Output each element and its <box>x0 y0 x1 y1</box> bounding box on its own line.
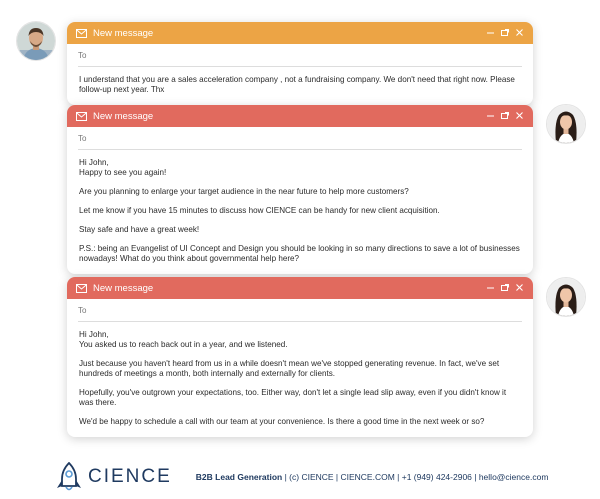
paragraph: Stay safe and have a great week! <box>79 225 200 234</box>
mail-icon <box>76 112 87 121</box>
popout-icon[interactable] <box>501 283 509 294</box>
footer <box>56 459 556 495</box>
window-title: New message <box>93 110 154 122</box>
paragraph: Let me know if you have 15 minutes to discuss how CIENCE can be handy for new client acquisition. <box>79 206 440 215</box>
window-titlebar[interactable] <box>67 277 533 299</box>
paragraph: You asked us to reach back out in a year, and we listened. <box>79 340 288 349</box>
paragraph: P.S.: being an Evangelist of UI Concept and Design you should be looking in so many directions to save a lot of businesses nowadays! What do you think about governmental help here? <box>79 244 520 263</box>
paragraph: Hi John, <box>79 330 109 339</box>
to-field[interactable] <box>78 127 522 150</box>
paragraph: I understand that you are a sales acceleration company , not a fundraising company. We don't need that right now. Please follow-up next year. Thx <box>79 75 515 94</box>
brand-logo-text: CIENCE <box>88 466 172 487</box>
to-label: To <box>78 50 87 60</box>
window-titlebar[interactable] <box>67 22 533 44</box>
paragraph: Are you planning to enlarge your target audience in the near future to help more customers? <box>79 187 409 196</box>
minimize-icon[interactable] <box>487 28 494 39</box>
footer-details: | (c) CIENCE | CIENCE.COM | +1 (949) 424-2906 | hello@cience.com <box>282 472 549 482</box>
paragraph: Hi John, <box>79 158 109 167</box>
footer-info <box>196 472 549 482</box>
message-window-3 <box>67 277 533 437</box>
message-body[interactable] <box>67 67 533 105</box>
window-title: New message <box>93 282 154 294</box>
window-titlebar[interactable] <box>67 105 533 127</box>
minimize-icon[interactable] <box>487 111 494 122</box>
minimize-icon[interactable] <box>487 283 494 294</box>
popout-icon[interactable] <box>501 111 509 122</box>
close-icon[interactable] <box>516 283 523 294</box>
message-body[interactable] <box>67 322 533 437</box>
mail-icon <box>76 29 87 38</box>
popout-icon[interactable] <box>501 28 509 39</box>
rocket-logo-icon <box>56 462 82 492</box>
avatar-man <box>16 21 56 61</box>
footer-tagline: B2B Lead Generation <box>195 472 283 482</box>
message-window-1 <box>67 22 533 105</box>
to-label: To <box>78 305 87 315</box>
avatar-woman-1 <box>546 104 586 144</box>
paragraph: We'd be happy to schedule a call with our team at your convenience. Is there a good time in the next week or so? <box>79 417 485 426</box>
close-icon[interactable] <box>516 111 523 122</box>
paragraph: Just because you haven't heard from us in a while doesn't mean we've stopped generating revenue. In fact, we've set hundreds of meetings a month, both internally and externally for clients. <box>79 359 500 378</box>
window-title: New message <box>93 27 154 39</box>
to-label: To <box>78 133 87 143</box>
mail-icon <box>76 284 87 293</box>
message-body[interactable] <box>67 150 533 274</box>
paragraph: Happy to see you again! <box>79 168 167 177</box>
message-window-2 <box>67 105 533 274</box>
avatar-woman-2 <box>546 277 586 317</box>
to-field[interactable] <box>78 299 522 322</box>
close-icon[interactable] <box>516 28 523 39</box>
paragraph: Hopefully, you've outgrown your expectations, too. Either way, don't let a single lead slip away, even if you didn't know it was there. <box>79 388 507 407</box>
to-field[interactable] <box>78 44 522 67</box>
